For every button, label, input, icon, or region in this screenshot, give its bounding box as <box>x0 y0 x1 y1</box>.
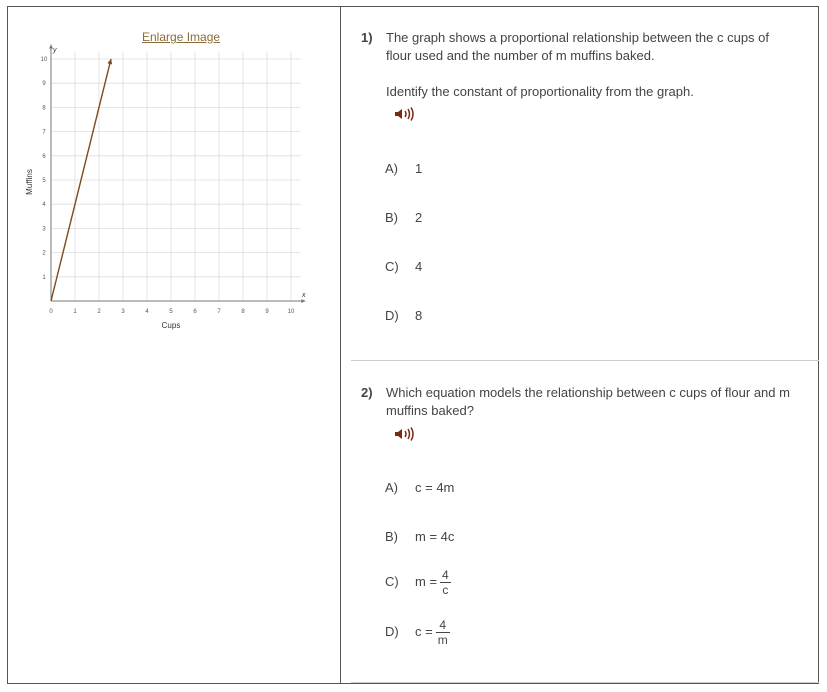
y-axis-label: Muffins <box>25 169 34 195</box>
fraction <box>436 618 450 647</box>
fraction <box>440 568 451 597</box>
y-axis-letter: y <box>53 47 57 54</box>
chart-grid <box>51 52 301 301</box>
x-tick-label: 3 <box>121 309 125 315</box>
y-tick-label: 10 <box>40 57 48 63</box>
choice-text: 8 <box>415 308 423 323</box>
q1-choice-d[interactable] <box>385 308 422 323</box>
x-tick-label: 2 <box>97 309 101 315</box>
question-2-number: 2) <box>361 385 373 400</box>
choice-lhs: c = <box>415 623 433 639</box>
fraction-denominator: m <box>437 633 448 647</box>
x-tick-label: 1 <box>73 309 77 315</box>
x-tick-label: 7 <box>217 309 221 315</box>
choice-letter: B) <box>385 210 398 225</box>
y-tick-label: 3 <box>42 226 46 233</box>
question-separator <box>351 360 819 361</box>
y-tick-label: 9 <box>42 81 46 88</box>
bottom-separator <box>351 682 819 683</box>
q2-choice-d[interactable] <box>385 618 450 647</box>
choice-letter: D) <box>385 623 399 639</box>
y-tick-label: 1 <box>42 274 46 281</box>
choice-text: 2 <box>415 210 423 225</box>
question-1-number: 1) <box>361 30 373 45</box>
q2-choice-c[interactable] <box>385 568 451 597</box>
choice-text: 1 <box>415 161 423 176</box>
choice-letter: A) <box>385 480 398 495</box>
q1-choice-c[interactable] <box>385 259 422 274</box>
y-tick-label: 7 <box>42 129 46 136</box>
y-tick-label: 5 <box>42 178 46 184</box>
choice-text: c = 4m <box>415 480 455 495</box>
choice-letter: D) <box>385 308 399 323</box>
y-tick-label: 4 <box>42 202 46 209</box>
choice-text: m = 4c <box>415 529 455 544</box>
audio-speaker-icon[interactable] <box>393 426 415 442</box>
choice-letter: C) <box>385 259 399 274</box>
choice-text: 4 <box>415 259 423 274</box>
fraction-denominator: c <box>440 582 451 597</box>
x-tick-label: 9 <box>265 309 269 315</box>
y-tick-label: 2 <box>42 250 46 257</box>
q2-choice-a[interactable] <box>385 480 454 495</box>
choice-letter: C) <box>385 573 399 589</box>
question-1-text: The graph shows a proportional relationship between the c cups of flour used and the number of m muffins baked. <box>386 30 770 63</box>
fraction-numerator: 4 <box>439 618 447 632</box>
enlarge-image-link[interactable]: Enlarge Image <box>142 30 221 44</box>
question-1-prompt: Identify the constant of proportionality from the graph. <box>386 84 694 99</box>
y-tick-label: 8 <box>42 105 46 112</box>
q2-choice-b[interactable] <box>385 529 454 544</box>
y-tick-label: 6 <box>42 153 46 160</box>
x-tick-label: 6 <box>193 309 197 315</box>
audio-speaker-icon[interactable] <box>393 106 415 122</box>
q1-choice-b[interactable] <box>385 210 422 225</box>
proportional-graph <box>20 42 320 342</box>
question-2-text: Which equation models the relationship between c cups of flour and m muffins baked? <box>386 385 790 418</box>
q1-choice-a[interactable] <box>385 161 422 176</box>
x-tick-label: 5 <box>169 309 173 315</box>
x-axis-letter: x <box>302 292 306 299</box>
x-axis-label: Cups <box>161 321 181 330</box>
fraction-numerator: 4 <box>442 568 449 582</box>
x-axis-arrow <box>301 299 305 303</box>
choice-lhs: m = <box>415 573 438 589</box>
choice-letter: B) <box>385 529 398 544</box>
x-tick-label: 8 <box>241 309 245 315</box>
x-tick-label: 10 <box>287 309 295 315</box>
choice-letter: A) <box>385 161 398 176</box>
x-tick-label: 4 <box>145 309 149 315</box>
x-tick-label: 0 <box>49 309 53 315</box>
